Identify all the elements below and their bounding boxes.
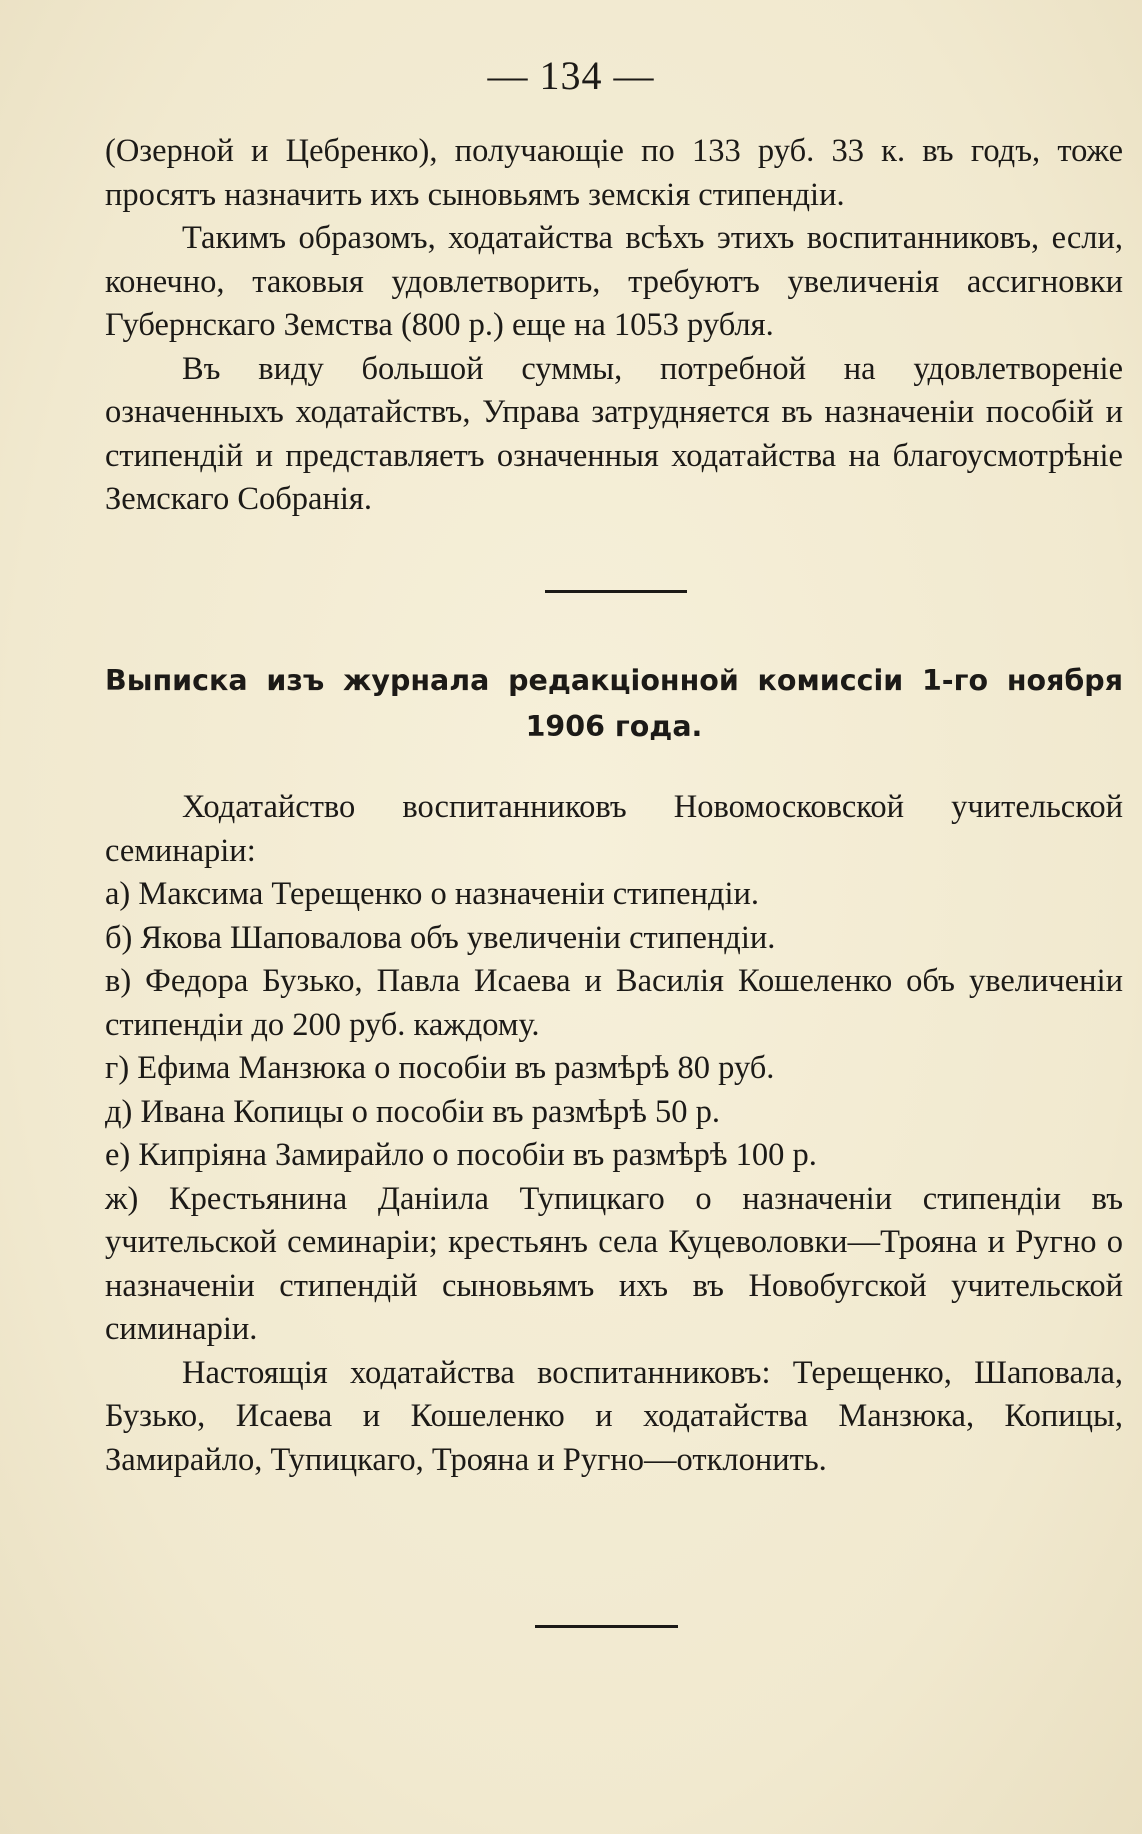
petitions-conclusion: Настоящія ходатайства воспитанниковъ: Терещенко, Шаповала, Бузько, Исаева и Кошеленко и ходатайства Манзюка, Копицы, Замирайло, Тупицкаго, Трояна и Ругно—отклонить. bbox=[105, 1354, 1123, 1478]
petition-item-zh: ж) Крестьянина Даніила Тупицкаго о назначеніи стипендіи въ учительской семинаріи; крестьянъ села Куцеволовки—Трояна и Ругно о назначеніи стипендій сыновьямъ ихъ въ Новобугской учительской симинаріи. bbox=[105, 1180, 1123, 1347]
petition-item-g: г) Ефима Манзюка о пособіи въ размѣрѣ 80 руб. bbox=[105, 1050, 775, 1086]
petition-item-d: д) Ивана Копицы о пособіи въ размѣрѣ 50 р. bbox=[105, 1093, 721, 1130]
petition-item-a: а) Максима Терещенко о назначеніи стипендіи. bbox=[105, 876, 760, 912]
paragraph-continuation: (Озерной и Цебренко), получающіе по 133 руб. 33 к. въ годъ, тоже просятъ назначить ихъ сыновьямъ земскія стипендіи. bbox=[105, 133, 1123, 213]
section-divider-top bbox=[545, 590, 687, 593]
petitions-intro: Ходатайство воспитанниковъ Новомосковской учительской семинаріи: bbox=[105, 789, 1123, 869]
paragraph-board-decision: Въ виду большой суммы, потребной на удовлетвореніе означенныхъ ходатайствъ, Управа затрудняется въ назначеніи пособій и стипендій и представляетъ означенныя ходатайства на благоусмотрѣніе Земскаго Собранія. bbox=[105, 350, 1123, 517]
top-text-block bbox=[105, 130, 1123, 522]
page-number: — 134 — bbox=[487, 53, 655, 98]
section-divider-bottom bbox=[535, 1625, 678, 1628]
section-heading: Выписка изъ журнала редакціонной комиссіи 1-го ноября 1906 года. bbox=[105, 664, 1123, 743]
paragraph-summary: Такимъ образомъ, ходатайства всѣхъ этихъ воспитанниковъ, если, конечно, таковыя удовлетворить, требуютъ увеличенія ассигновки Губернскаго Земства (800 р.) еще на 1053 рубля. bbox=[105, 220, 1123, 343]
petitions-block bbox=[105, 786, 1123, 1482]
petition-item-v: в) Федора Бузько, Павла Исаева и Василія Кошеленко объ увеличеніи стипендіи до 200 руб. каждому. bbox=[105, 963, 1123, 1043]
petition-item-b: б) Якова Шаповалова объ увеличеніи стипендіи. bbox=[105, 919, 776, 956]
petition-item-e: е) Кипріяна Замирайло о пособіи въ размѣрѣ 100 р. bbox=[105, 1137, 817, 1173]
